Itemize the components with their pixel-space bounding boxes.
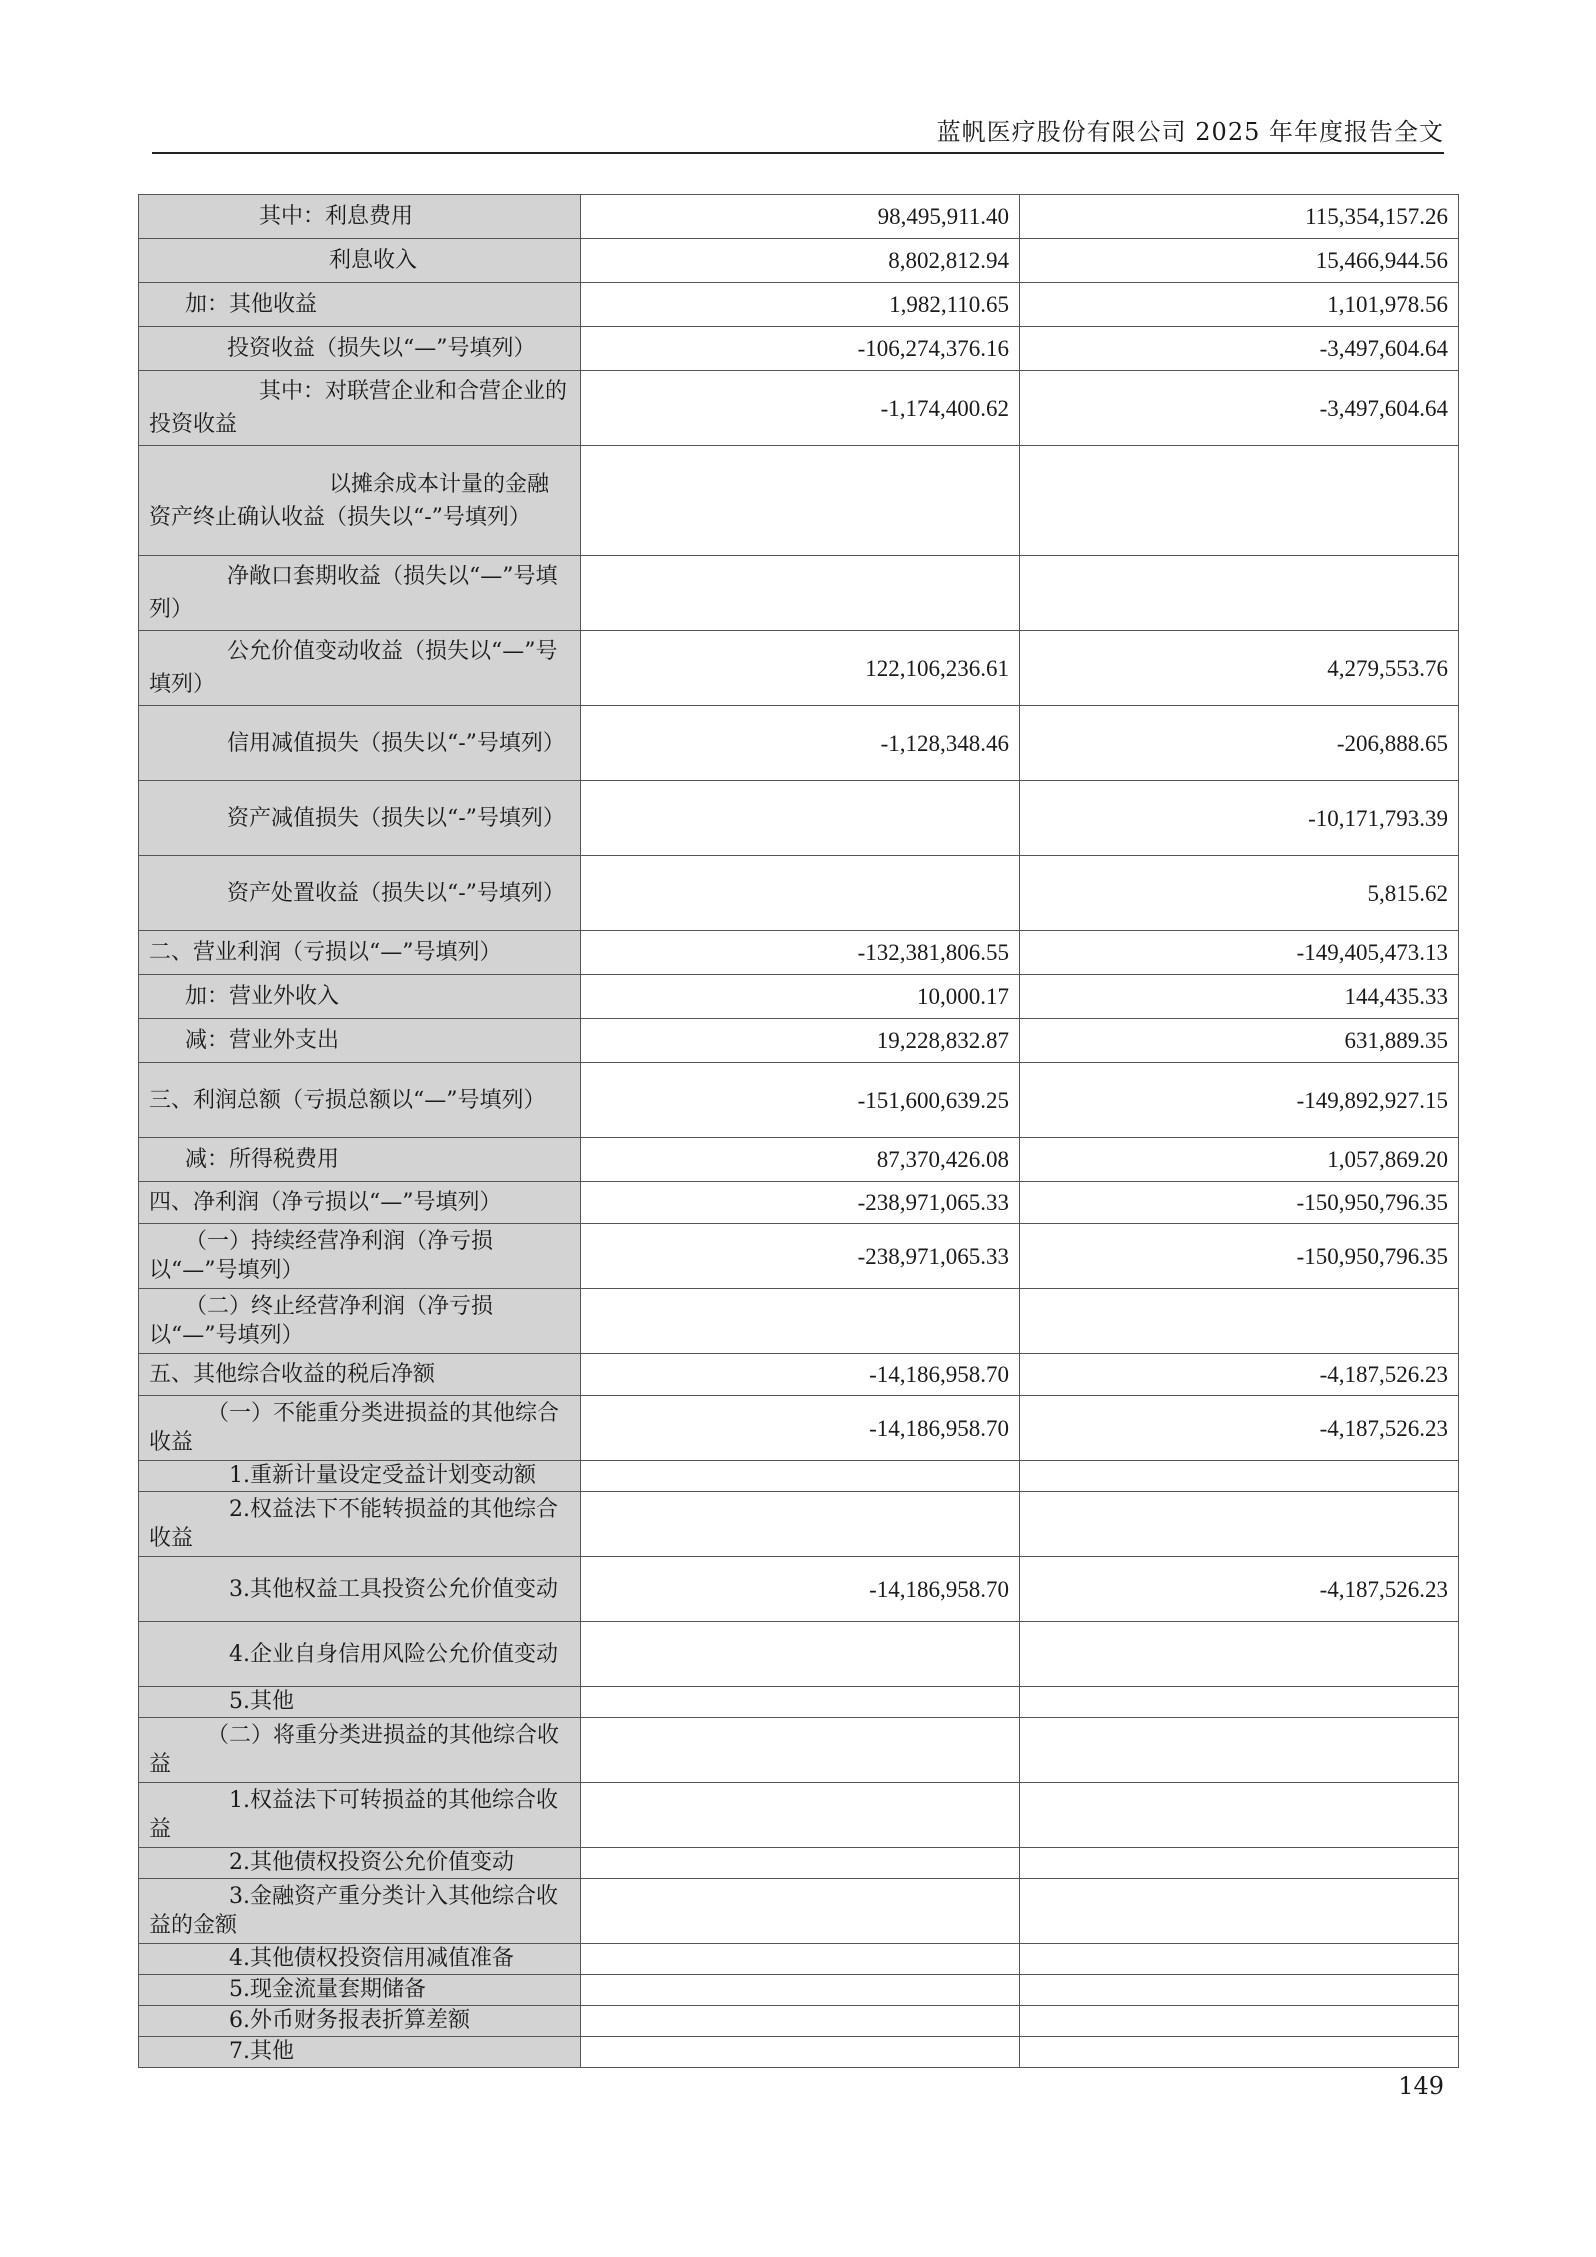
row-label: 投资收益（损失以“—”号填列） bbox=[139, 327, 581, 371]
report-header-title: 蓝帆医疗股份有限公司 2025 年年度报告全文 bbox=[936, 118, 1444, 146]
row-label: （二）将重分类进损益的其他综合收益 bbox=[139, 1718, 581, 1783]
current-period-value: 8,802,812.94 bbox=[581, 239, 1020, 283]
current-period-value bbox=[581, 2037, 1020, 2068]
row-label: 7.其他 bbox=[139, 2037, 581, 2068]
table-row bbox=[139, 1492, 1459, 1557]
prior-period-value bbox=[1020, 2006, 1459, 2037]
prior-period-value: 631,889.35 bbox=[1020, 1019, 1459, 1063]
row-label: 2.权益法下不能转损益的其他综合收益 bbox=[139, 1492, 581, 1557]
row-label: 净敞口套期收益（损失以“—”号填列） bbox=[139, 556, 581, 631]
table-row bbox=[139, 975, 1459, 1019]
table-row bbox=[139, 1461, 1459, 1492]
current-period-value: -1,128,348.46 bbox=[581, 706, 1020, 781]
current-period-value bbox=[581, 1879, 1020, 1944]
prior-period-value bbox=[1020, 446, 1459, 556]
row-label: 4.其他债权投资信用减值准备 bbox=[139, 1944, 581, 1975]
table-row bbox=[139, 1138, 1459, 1182]
current-period-value bbox=[581, 1848, 1020, 1879]
table-row bbox=[139, 781, 1459, 856]
table-row bbox=[139, 1396, 1459, 1461]
current-period-value bbox=[581, 856, 1020, 931]
row-label: 其中：对联营企业和合营企业的投资收益 bbox=[139, 371, 581, 446]
table-row bbox=[139, 1354, 1459, 1396]
table-row bbox=[139, 556, 1459, 631]
table-row bbox=[139, 1019, 1459, 1063]
current-period-value: 19,228,832.87 bbox=[581, 1019, 1020, 1063]
table-row bbox=[139, 2037, 1459, 2068]
prior-period-value: 115,354,157.26 bbox=[1020, 195, 1459, 239]
current-period-value: -14,186,958.70 bbox=[581, 1557, 1020, 1622]
row-label: 资产处置收益（损失以“-”号填列） bbox=[139, 856, 581, 931]
prior-period-value bbox=[1020, 1289, 1459, 1354]
table-row bbox=[139, 1718, 1459, 1783]
current-period-value: 10,000.17 bbox=[581, 975, 1020, 1019]
row-label: 5.其他 bbox=[139, 1687, 581, 1718]
prior-period-value: -3,497,604.64 bbox=[1020, 371, 1459, 446]
prior-period-value: -10,171,793.39 bbox=[1020, 781, 1459, 856]
prior-period-value bbox=[1020, 1687, 1459, 1718]
current-period-value bbox=[581, 1461, 1020, 1492]
page-number: 149 bbox=[1398, 2072, 1444, 2100]
prior-period-value: 1,057,869.20 bbox=[1020, 1138, 1459, 1182]
table-row bbox=[139, 1182, 1459, 1224]
prior-period-value: -149,405,473.13 bbox=[1020, 931, 1459, 975]
table-row bbox=[139, 706, 1459, 781]
prior-period-value bbox=[1020, 1879, 1459, 1944]
current-period-value: -1,174,400.62 bbox=[581, 371, 1020, 446]
current-period-value bbox=[581, 1718, 1020, 1783]
current-period-value: -106,274,376.16 bbox=[581, 327, 1020, 371]
current-period-value: 98,495,911.40 bbox=[581, 195, 1020, 239]
prior-period-value bbox=[1020, 1848, 1459, 1879]
row-label: 减：所得税费用 bbox=[139, 1138, 581, 1182]
current-period-value bbox=[581, 1975, 1020, 2006]
row-label: 公允价值变动收益（损失以“—”号填列） bbox=[139, 631, 581, 706]
prior-period-value bbox=[1020, 1975, 1459, 2006]
current-period-value bbox=[581, 1944, 1020, 1975]
prior-period-value: 144,435.33 bbox=[1020, 975, 1459, 1019]
prior-period-value: -150,950,796.35 bbox=[1020, 1182, 1459, 1224]
row-label: 4.企业自身信用风险公允价值变动 bbox=[139, 1622, 581, 1687]
table-row bbox=[139, 1975, 1459, 2006]
table-row bbox=[139, 931, 1459, 975]
table-row bbox=[139, 2006, 1459, 2037]
table-row bbox=[139, 239, 1459, 283]
current-period-value bbox=[581, 556, 1020, 631]
prior-period-value bbox=[1020, 1461, 1459, 1492]
table-row bbox=[139, 195, 1459, 239]
current-period-value bbox=[581, 2006, 1020, 2037]
table-row bbox=[139, 446, 1459, 556]
row-label: 二、营业利润（亏损以“—”号填列） bbox=[139, 931, 581, 975]
row-label: 1.权益法下可转损益的其他综合收益 bbox=[139, 1783, 581, 1848]
prior-period-value bbox=[1020, 1718, 1459, 1783]
row-label: 信用减值损失（损失以“-”号填列） bbox=[139, 706, 581, 781]
table-row bbox=[139, 1224, 1459, 1289]
prior-period-value bbox=[1020, 1492, 1459, 1557]
row-label: 利息收入 bbox=[139, 239, 581, 283]
row-label: 四、净利润（净亏损以“—”号填列） bbox=[139, 1182, 581, 1224]
table-row bbox=[139, 1622, 1459, 1687]
row-label: 三、利润总额（亏损总额以“—”号填列） bbox=[139, 1063, 581, 1138]
current-period-value bbox=[581, 446, 1020, 556]
current-period-value bbox=[581, 1289, 1020, 1354]
current-period-value: 1,982,110.65 bbox=[581, 283, 1020, 327]
prior-period-value bbox=[1020, 2037, 1459, 2068]
current-period-value bbox=[581, 1622, 1020, 1687]
prior-period-value: -4,187,526.23 bbox=[1020, 1557, 1459, 1622]
table-row bbox=[139, 1063, 1459, 1138]
table-row bbox=[139, 1783, 1459, 1848]
prior-period-value: -206,888.65 bbox=[1020, 706, 1459, 781]
current-period-value: 87,370,426.08 bbox=[581, 1138, 1020, 1182]
row-label: 5.现金流量套期储备 bbox=[139, 1975, 581, 2006]
row-label: 6.外币财务报表折算差额 bbox=[139, 2006, 581, 2037]
table-row bbox=[139, 1687, 1459, 1718]
table-row bbox=[139, 1944, 1459, 1975]
prior-period-value: -4,187,526.23 bbox=[1020, 1354, 1459, 1396]
current-period-value: -14,186,958.70 bbox=[581, 1396, 1020, 1461]
income-statement-table bbox=[138, 194, 1459, 2068]
row-label: 加：其他收益 bbox=[139, 283, 581, 327]
table-row bbox=[139, 631, 1459, 706]
prior-period-value: 5,815.62 bbox=[1020, 856, 1459, 931]
row-label: 五、其他综合收益的税后净额 bbox=[139, 1354, 581, 1396]
prior-period-value: -3,497,604.64 bbox=[1020, 327, 1459, 371]
row-label: （二）终止经营净利润（净亏损以“—”号填列） bbox=[139, 1289, 581, 1354]
row-label: 资产减值损失（损失以“-”号填列） bbox=[139, 781, 581, 856]
current-period-value bbox=[581, 1783, 1020, 1848]
row-label: （一）不能重分类进损益的其他综合收益 bbox=[139, 1396, 581, 1461]
table-row bbox=[139, 283, 1459, 327]
row-label: 减：营业外支出 bbox=[139, 1019, 581, 1063]
row-label: 2.其他债权投资公允价值变动 bbox=[139, 1848, 581, 1879]
header-divider bbox=[152, 152, 1444, 154]
current-period-value: -132,381,806.55 bbox=[581, 931, 1020, 975]
prior-period-value bbox=[1020, 1944, 1459, 1975]
table-row bbox=[139, 1289, 1459, 1354]
prior-period-value bbox=[1020, 1783, 1459, 1848]
current-period-value: -238,971,065.33 bbox=[581, 1182, 1020, 1224]
current-period-value bbox=[581, 1492, 1020, 1557]
prior-period-value: 15,466,944.56 bbox=[1020, 239, 1459, 283]
prior-period-value: -149,892,927.15 bbox=[1020, 1063, 1459, 1138]
current-period-value bbox=[581, 781, 1020, 856]
table-row bbox=[139, 1848, 1459, 1879]
row-label: 3.金融资产重分类计入其他综合收益的金额 bbox=[139, 1879, 581, 1944]
table-row bbox=[139, 1879, 1459, 1944]
table-row bbox=[139, 327, 1459, 371]
current-period-value: -238,971,065.33 bbox=[581, 1224, 1020, 1289]
current-period-value: -14,186,958.70 bbox=[581, 1354, 1020, 1396]
row-label: （一）持续经营净利润（净亏损以“—”号填列） bbox=[139, 1224, 581, 1289]
prior-period-value bbox=[1020, 556, 1459, 631]
row-label: 其中：利息费用 bbox=[139, 195, 581, 239]
prior-period-value: -4,187,526.23 bbox=[1020, 1396, 1459, 1461]
prior-period-value: 1,101,978.56 bbox=[1020, 283, 1459, 327]
row-label: 3.其他权益工具投资公允价值变动 bbox=[139, 1557, 581, 1622]
table-row bbox=[139, 1557, 1459, 1622]
prior-period-value: 4,279,553.76 bbox=[1020, 631, 1459, 706]
current-period-value: 122,106,236.61 bbox=[581, 631, 1020, 706]
row-label: 加：营业外收入 bbox=[139, 975, 581, 1019]
current-period-value bbox=[581, 1687, 1020, 1718]
prior-period-value bbox=[1020, 1622, 1459, 1687]
table-row bbox=[139, 856, 1459, 931]
current-period-value: -151,600,639.25 bbox=[581, 1063, 1020, 1138]
row-label: 以摊余成本计量的金融资产终止确认收益（损失以“-”号填列） bbox=[139, 446, 581, 556]
income-statement-body bbox=[139, 195, 1459, 2068]
table-row bbox=[139, 371, 1459, 446]
row-label: 1.重新计量设定受益计划变动额 bbox=[139, 1461, 581, 1492]
prior-period-value: -150,950,796.35 bbox=[1020, 1224, 1459, 1289]
